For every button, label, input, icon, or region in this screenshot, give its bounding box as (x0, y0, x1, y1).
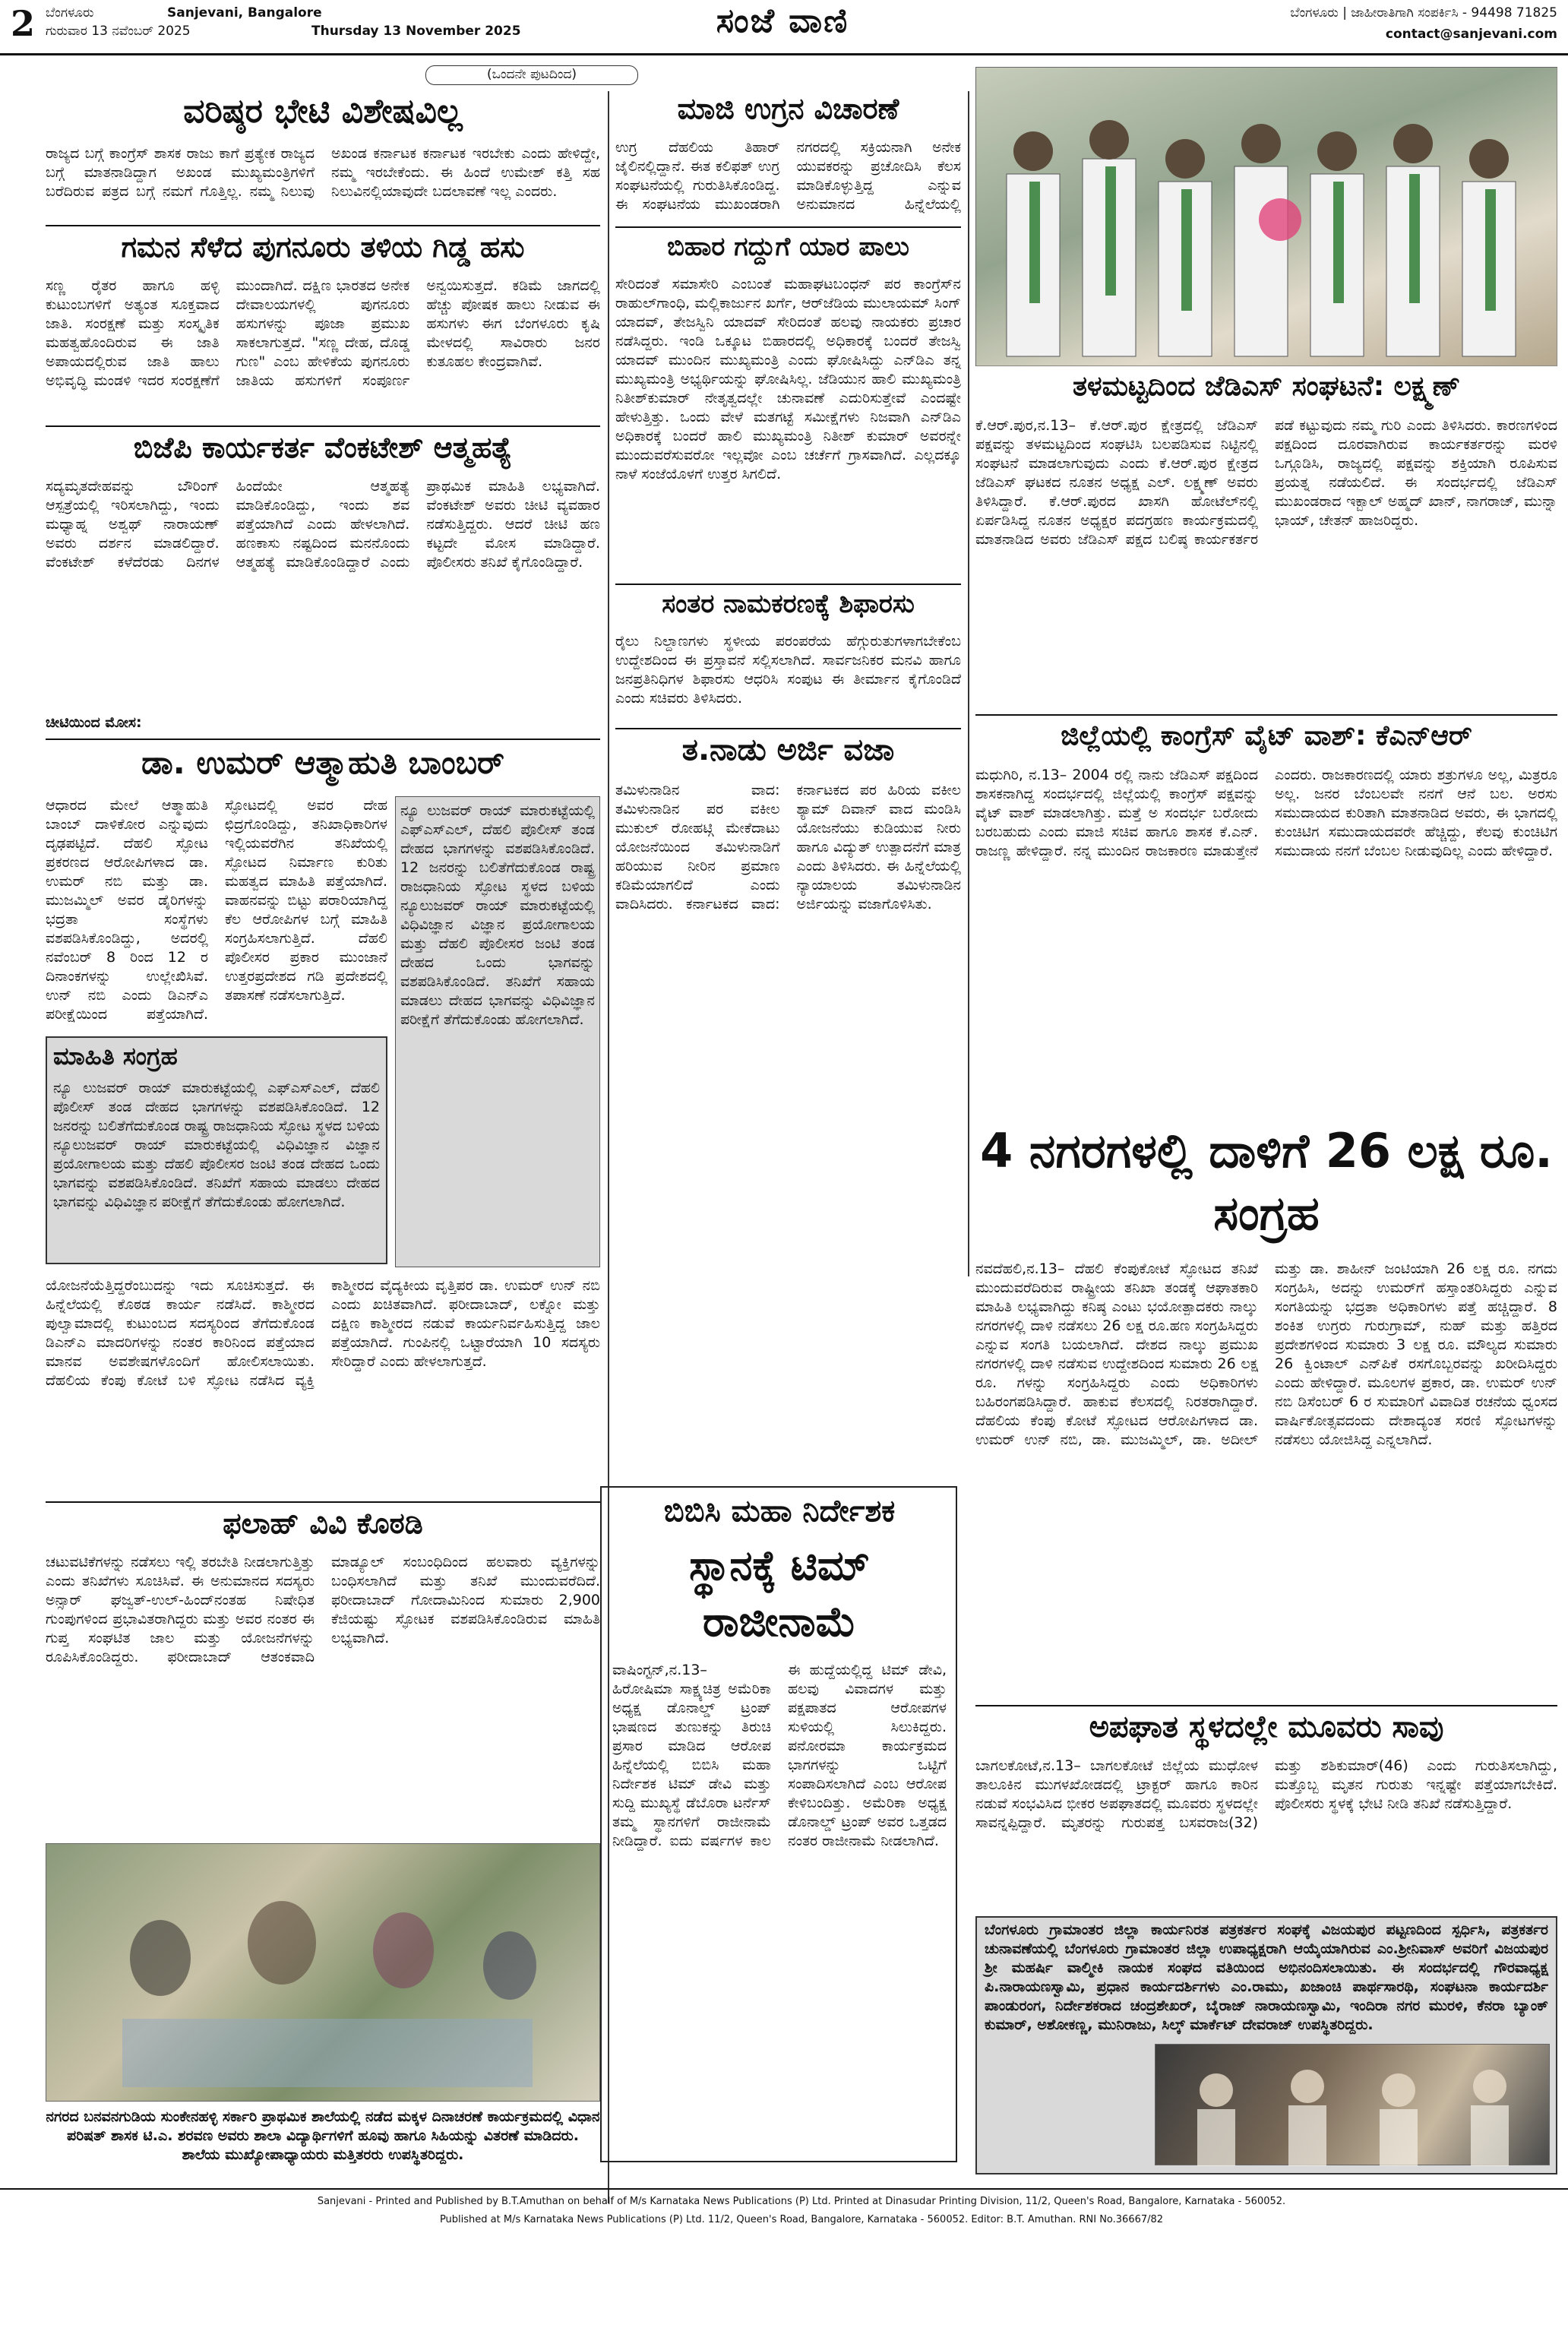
continued-label: (ಒಂದನೇ ಪುಟದಿಂದ) (425, 65, 638, 85)
headline-gamana: ಗಮನ ಸೆಳೆದ ಪುಗನೂರು ತಳಿಯ ಗಿಡ್ಡ ಹಸು (121, 230, 525, 264)
article-taluk: ಕೆ.ಆರ್.ಪುರ,ನ.13– ಕೆ.ಆರ್.ಪುರ ಕ್ಷೇತ್ರದಲ್ಲಿ ಜೆಡಿಎಸ್ ಪಕ್ಷವನ್ನು ತಳಮಟ್ಟದಿಂದ ಸಂಘಟಿಸಿ ಬಲಪಡಿಸುವ ನಿಟ್ಟಿನಲ್ಲಿ ಸಂಘಟನೆ ಮಾಡಲಾಗುವುದು ಎಂದು ಕೆ.ಆರ್.ಪುರ ಕ್ಷೇತ್ರದ ಜೆಡಿಎಸ್ ಘಟಕದ ನೂತನ ಅಧ್ಯಕ್ಷ ಎಲ್. ಲಕ್ಷ್ಮಣ್ ಅವರು ತಿಳಿಸಿದ್ದಾರೆ. ಕೆ.ಆರ್.ಪುರದ ಖಾಸಗಿ ಹೋಟೆಲ್‌ನಲ್ಲಿ ಏರ್ಪಡಿಸಿದ್ದ ನೂತನ ಅಧ್ಯಕ್ಷರ ಪದಗ್ರಹಣ ಕಾರ್ಯಕ್ರಮದಲ್ಲಿ ಮಾತನಾಡಿದ ಅವರು ಜೆಡಿಎಸ್ ಪಕ್ಷದ ಬಲಿಷ್ಠ ಕಾರ್ಯಕರ್ತರ ಪಡೆ ಕಟ್ಟುವುದು ನಮ್ಮ ಗುರಿ ಎಂದು ತಿಳಿಸಿದರು. ಕಾರಣಗಳಿಂದ ಪಕ್ಷದಿಂದ ದೂರವಾಗಿರುವ ಕಾರ್ಯಕರ್ತರನ್ನು ಮರಳಿ ಒಗ್ಗೂಡಿಸಿ, ರಾಜ್ಯದಲ್ಲಿ ಪಕ್ಷವನ್ನು ಶಕ್ತಿಯಾಗಿ ರೂಪಿಸುವ ಪ್ರಯತ್ನ ನಡೆಯಲಿದೆ. ಈ ಸಂದರ್ಭದಲ್ಲಿ ಜೆಡಿಎಸ್ ಮುಖಂಡರಾದ ಇಕ್ಬಾಲ್ ಅಹ್ಮದ್ ಖಾನ್, ನಾಗರಾಜ್, ಮುನ್ನಾ ಭಾಯ್, ಚೇತನ್ ಹಾಜರಿದ್ದರು. (975, 417, 1557, 548)
headline-bbc-line1: ಬಿಬಿಸಿ ಮಹಾ ನಿರ್ದೇಶಕ (663, 1494, 896, 1529)
divider (46, 225, 600, 226)
school-photo-caption: ನಗರದ ಬನವನಗುಡಿಯ ಸುಂಕೇನಹಳ್ಳಿ ಸರ್ಕಾರಿ ಪ್ರಾಥಮಿಕ ಶಾಲೆಯಲ್ಲಿ ನಡೆದ ಮಕ್ಕಳ ದಿನಾಚರಣೆ ಕಾರ್ಯಕ್ರಮದಲ್ಲಿ ವಿಧಾನ ಪರಿಷತ್ ಶಾಸಕ ಟಿ.ಎ. ಶರವಣ ಅವರು ಶಾಲಾ ವಿದ್ಯಾರ್ಥಿಗಳಿಗೆ ಹೂವು ಹಾಗೂ ಸಿಹಿಯನ್ನು ವಿತರಣೆ ಮಾಡಿದರು. ಶಾಲೆಯ ಮುಖ್ಯೋಪಾಧ್ಯಾಯರು ಮತ್ತಿತರರು ಉಪಸ್ಥಿತರಿದ್ದರು. (46, 2108, 600, 2163)
headline-apaghata: ಅಪಘಾತ ಸ್ಥಳದಲ್ಲೇ ಮೂವರು ಸಾವು (1089, 1710, 1444, 1744)
header-date-en: Thursday 13 November 2025 (311, 24, 521, 39)
divider (975, 714, 1557, 716)
info-box-title: ಮಾಹಿತಿ ಸಂಗ್ರಹ (53, 1042, 178, 1071)
article-umar-top: ಆಧಾರದ ಮೇಲೆ ಆತ್ಮಾಹುತಿ ಬಾಂಬ್ ದಾಳಿಕೋರ ಎನ್ನುವುದು ದೃಢಪಟ್ಟಿದೆ. ದೆಹಲಿ ಸ್ಫೋಟ ಪ್ರಕರಣದ ಆರೋಪಿಗಳಾದ ಡಾ. ಉಮರ್ ನಬಿ ಮತ್ತು ಡಾ. ಮುಜಮ್ಮಿಲ್ ಅವರ ಡೈರಿಗಳನ್ನು ಭದ್ರತಾ ಸಂಸ್ಥೆಗಳು ವಶಪಡಿಸಿಕೊಂಡಿದ್ದು, ಅದರಲ್ಲಿ ನವೆಂಬರ್ 8 ರಿಂದ 12 ರ ದಿನಾಂಕಗಳನ್ನು ಉಲ್ಲೇಖಿಸಿವೆ. ಉನ್ ನಬಿ ಎಂದು ಡಿಎನ್‌ಎ ಪರೀಕ್ಷೆಯಿಂದ ಪತ್ತೆಯಾಗಿದೆ. ಸ್ಫೋಟದಲ್ಲಿ ಅವರ ದೇಹ ಛಿದ್ರಗೊಂಡಿದ್ದು, ತನಿಖಾಧಿಕಾರಿಗಳ ಇಲ್ಲಿಯವರೆಗಿನ ತನಿಖೆಯಲ್ಲಿ ಸ್ಫೋಟದ ನಿರ್ಮಾಣ ಕುರಿತು ಮಹತ್ವದ ಮಾಹಿತಿ ಪತ್ತೆಯಾಗಿದೆ. ವಾಹನವನ್ನು ಬಿಟ್ಟು ಪರಾರಿಯಾಗಿದ್ದ ಕೆಲ ಆರೋಪಿಗಳ ಬಗ್ಗೆ ಮಾಹಿತಿ ಸಂಗ್ರಹಿಸಲಾಗುತ್ತಿದೆ. ದೆಹಲಿ ಪೊಲೀಸರ ಪ್ರಕಾರ ಮುಂಜಾನೆ ಉತ್ತರಪ್ರದೇಶದ ಗಡಿ ಪ್ರದೇಶದಲ್ಲಿ ತಪಾಸಣೆ ನಡೆಸಲಾಗುತ್ತಿದೆ. (46, 797, 387, 1023)
divider (975, 1705, 1557, 1706)
header-rule (0, 53, 1568, 55)
headline-varishtara: ವರಿಷ್ಠರ ಭೇಟಿ ವಿಶೇಷವಿಲ್ಲ (183, 92, 463, 131)
headline-nagaragalu: 4 ನಗರಗಳಲ್ಲಿ ದಾಳಿಗೆ 26 ಲಕ್ಷ ರೂ. ಸಂಗ್ರಹ (980, 1123, 1553, 1241)
headline-bihar: ಬಿಹಾರ ಗದ್ದುಗೆ ಯಾರ ಪಾಲು (667, 232, 909, 262)
article-maji: ಉಗ್ರ ದೆಹಲಿಯ ತಿಹಾರ್ ಜೈಲಿನಲ್ಲಿದ್ದಾನೆ. ಈತ ಕಲಿಫತ್ ಉಗ್ರ ಸಂಘಟನೆಯಲ್ಲಿ ಗುರುತಿಸಿಕೊಂಡಿದ್ದ. ಈ ಸಂಘಟನೆಯ ಮುಖಂಡರಾಗಿ ನಗರದಲ್ಲಿ ಸಕ್ರಿಯನಾಗಿ ಅನೇಕ ಯುವಕರನ್ನು ಪ್ರಚೋದಿಸಿ ಕೆಲಸ ಮಾಡಿಕೊಳ್ಳುತ್ತಿದ್ದ ಎನ್ನುವ ಅನುಮಾನದ ಹಿನ್ನೆಲೆಯಲ್ಲಿ (615, 139, 961, 213)
header-date-kn: ಗುರುವಾರ 13 ನವೆಂಬರ್ 2025 (46, 24, 191, 39)
footer-rule (0, 2188, 1568, 2190)
article-bbc: ವಾಷಿಂಗ್ಟನ್,ನ.13– ಹಿರೋಷಿಮಾ ಸಾಕ್ಷ್ಯಚಿತ್ರ ಅಮೆರಿಕಾ ಅಧ್ಯಕ್ಷ ಡೊನಾಲ್ಡ್ ಟ್ರಂಪ್ ಭಾಷಣದ ತುಣುಕನ್ನು ತಿರುಚಿ ಪ್ರಸಾರ ಮಾಡಿದ ಆರೋಪ ಹಿನ್ನೆಲೆಯಲ್ಲಿ ಬಿಬಿಸಿ ಮಹಾ ನಿರ್ದೇಶಕ ಟಿಮ್ ಡೇವಿ ಮತ್ತು ಸುದ್ದಿ ಮುಖ್ಯಸ್ಥೆ ಡೆಬೊರಾ ಟರ್ನೆಸ್ ತಮ್ಮ ಸ್ಥಾನಗಳಿಗೆ ರಾಜೀನಾಮೆ ನೀಡಿದ್ದಾರೆ. ಐದು ವರ್ಷಗಳ ಕಾಲ ಈ ಹುದ್ದೆಯಲ್ಲಿದ್ದ ಟಿಮ್ ಡೇವಿ, ಹಲವು ವಿವಾದಗಳ ಮತ್ತು ಪಕ್ಷಪಾತದ ಆರೋಪಗಳ ಸುಳಿಯಲ್ಲಿ ಸಿಲುಕಿದ್ದರು. ಪನೋರಮಾ ಕಾರ್ಯಕ್ರಮದ ಭಾಗಗಳನ್ನು ಒಟ್ಟಿಗೆ ಸಂಪಾದಿಸಲಾಗಿದೆ ಎಂಬ ಆರೋಪ ಕೇಳಿಬಂದಿತ್ತು. ಅಮೆರಿಕಾ ಅಧ್ಯಕ್ಷ ಡೊನಾಲ್ಡ್ ಟ್ರಂಪ್ ಅವರ ಒತ್ತಡದ ನಂತರ ರಾಜೀನಾಮೆ ನೀಡಲಾಗಿದೆ. (612, 1662, 947, 1849)
article-nagaragalu: ನವದೆಹಲಿ,ನ.13– ದೆಹಲಿ ಕೆಂಪುಕೋಟೆ ಸ್ಫೋಟದ ತನಿಖೆ ಮುಂದುವರೆದಿರುವ ರಾಷ್ಟ್ರೀಯ ತನಿಖಾ ತಂಡಕ್ಕೆ ಆಘಾತಕಾರಿ ಮಾಹಿತಿ ಲಭ್ಯವಾಗಿದ್ದು ಕನಿಷ್ಠ ಎಂಟು ಭಯೋತ್ಪಾದಕರು ನಾಲ್ಕು ನಗರಗಳಲ್ಲಿ ದಾಳಿ ನಡೆಸಲು 26 ಲಕ್ಷ ರೂ.ಹಣ ಸಂಗ್ರಹಿಸಿದ್ದರು ಎನ್ನುವ ಸಂಗತಿ ಬಯಲಾಗಿದೆ. ದೇಶದ ನಾಲ್ಕು ಪ್ರಮುಖ ನಗರಗಳಲ್ಲಿ ದಾಳಿ ನಡೆಸುವ ಉದ್ದೇಶದಿಂದ ಸುಮಾರು 26 ಲಕ್ಷ ರೂ. ಗಳನ್ನು ಸಂಗ್ರಹಿಸಿದ್ದರು ಎಂದು ಅಧಿಕಾರಿಗಳು ಬಹಿರಂಗಪಡಿಸಿದ್ದಾರೆ. ಹಾಕುವ ಕೆಲಸದಲ್ಲಿ ನಿರತರಾಗಿದ್ದಾರೆ. ದೆಹಲಿಯ ಕೆಂಪು ಕೋಟೆ ಸ್ಫೋಟದ ಆರೋಪಿಗಳಾದ ಡಾ. ಉಮರ್ ಉನ್ ನಬಿ, ಡಾ. ಮುಜಮ್ಮಿಲ್, ಡಾ. ಅದೀಲ್ ಮತ್ತು ಡಾ. ಶಾಹೀನ್ ಜಂಟಿಯಾಗಿ 26 ಲಕ್ಷ ರೂ. ನಗದು ಸಂಗ್ರಹಿಸಿ, ಅದನ್ನು ಉಮರ್‌ಗೆ ಹಸ್ತಾಂತರಿಸಿದ್ದರು ಎನ್ನುವ ಸಂಗತಿಯನ್ನು ಭದ್ರತಾ ಅಧಿಕಾರಿಗಳು ಪತ್ತೆ ಹಚ್ಚಿದ್ದಾರೆ. 8 ಶಂಕಿತ ಉಗ್ರರು ಗುರುಗ್ರಾಮ್, ನುಹ್ ಮತ್ತು ಹತ್ತಿರದ ಪ್ರದೇಶಗಳಿಂದ ಸುಮಾರು 3 ಲಕ್ಷ ರೂ. ಮೌಲ್ಯದ ಸುಮಾರು 26 ಕ್ವಿಂಟಾಲ್ ಎನ್‌ಪಿಕೆ ರಸಗೊಬ್ಬರವನ್ನು ಖರೀದಿಸಿದ್ದರು ಎಂದು ಹೇಳಿದ್ದಾರೆ. ಮೂಲಗಳ ಪ್ರಕಾರ, ಡಾ. ಉಮರ್ ಉನ್ ನಬಿ ಡಿಸೆಂಬರ್ 6 ರ ಸುಮಾರಿಗೆ ವಿವಾದಿತ ರಚನೆಯ ಧ್ವಂಸದ ವಾರ್ಷಿಕೋತ್ಸವದಂದು ದೇಶಾದ್ಯಂತ ಸರಣಿ ಸ್ಫೋಟಗಳನ್ನು ನಡೆಸಲು ಯೋಜಿಸಿದ್ದ ಎನ್ನಲಾಗಿದೆ. (975, 1260, 1557, 1448)
article-jille: ಮಧುಗಿರಿ, ನ.13– 2004 ರಲ್ಲಿ ನಾನು ಜೆಡಿಎಸ್ ಪಕ್ಷದಿಂದ ಶಾಸಕನಾಗಿದ್ದ ಸಂದರ್ಭದಲ್ಲಿ ಜಿಲ್ಲೆಯಲ್ಲಿ ಕಾಂಗ್ರೆಸ್ ಪಕ್ಷವನ್ನು ವೈಟ್ ವಾಶ್ ಮಾಡಲಾಗಿತ್ತು. ಮತ್ತೆ ಅ ಸಂದರ್ಭ ಬರೋದು ಬರಬಹುದು ಎಂದು ಮಾಜಿ ಸಚಿವ ಹಾಗೂ ಶಾಸಕ ಕೆ.ಎನ್. ರಾಜಣ್ಣ ಹೇಳಿದ್ದಾರೆ. ನನ್ನ ಮುಂದಿನ ರಾಜಕಾರಣ ಮಾಡುತ್ತೇನೆ ಎಂದರು. ರಾಜಕಾರಣದಲ್ಲಿ ಯಾರು ಶತ್ರುಗಳೂ ಅಲ್ಲ, ಮಿತ್ರರೂ ಅಲ್ಲ. ಜನರ ಬೆಂಬಲವೇ ನನಗೆ ಆನೆ ಬಲ. ಅರಸು ಸಮುದಾಯದ ಕುರಿತಾಗಿ ಮಾತನಾಡಿದ ಅವರು, ಈ ಭಾಗದಲ್ಲಿ ಕುಂಚಿಟಿಗ ಸಮುದಾಯದವರೇ ಹೆಚ್ಚಿದ್ದು, ಕೆಲವು ಕುಂಚಿಟಿಗ ಸಮುದಾಯ ನನಗೆ ಬೆಂಬಲ ನೀಡುವುದಿಲ್ಲ ಎಂದು ಹೇಳಿದ್ದಾರೆ. (975, 767, 1557, 859)
article-gamana: ಸಣ್ಣ ರೈತರ ಹಾಗೂ ಹಳ್ಳಿ ಕುಟುಂಬಗಳಿಗೆ ಅತ್ಯಂತ ಸೂಕ್ತವಾದ ಜಾತಿ. ಸಂರಕ್ಷಣೆ ಮತ್ತು ಸಂಸ್ಕೃತಿಕ ಮಹತ್ವಹೊಂದಿರುವ ಈ ಜಾತಿ ಅಪಾಯದಲ್ಲಿರುವ ಜಾತಿ ಹಾಲು ಅಭಿವೃದ್ಧಿ ಮಂಡಳಿ ಇದರ ಸಂರಕ್ಷಣೆಗೆ ಮುಂದಾಗಿದೆ. ದಕ್ಷಿಣ ಭಾರತದ ಅನೇಕ ದೇವಾಲಯಗಳಲ್ಲಿ ಪುಗನೂರು ಹಸುಗಳನ್ನು ಪೂಜಾ ಪ್ರಮುಖ ಸಾಕಲಾಗುತ್ತದೆ. "ಸಣ್ಣ ದೇಹ, ದೊಡ್ಡ ಗುಣ" ಎಂಬ ಹೇಳಿಕೆಯ ಪುಗನೂರು ಜಾತಿಯ ಹಸುಗಳಿಗೆ ಸಂಪೂರ್ಣ ಅನ್ವಯಿಸುತ್ತದೆ. ಕಡಿಮೆ ಜಾಗದಲ್ಲಿ ಹೆಚ್ಚು ಪೋಷಕ ಹಾಲು ನೀಡುವ ಈ ಹಸುಗಳು ಈಗ ಬೆಂಗಳೂರು ಕೃಷಿ ಮೇಳದಲ್ಲಿ ಸಾವಿರಾರು ಜನರ ಕುತೂಹಲ ಕೇಂದ್ರವಾಗಿವೆ. (46, 277, 600, 389)
divider (46, 739, 600, 740)
header-ad-contact: ಬೆಂಗಳೂರು | ಜಾಹೀರಾತಿಗಾಗಿ ಸಂಪರ್ಕಿಸಿ - 94498 71825 (1290, 5, 1557, 21)
article-santara: ರೈಲು ನಿಲ್ದಾಣಗಳು ಸ್ಥಳೀಯ ಪರಂಪರೆಯ ಹೆಗ್ಗುರುತುಗಳಾಗಬೇಕೆಂಬ ಉದ್ದೇಶದಿಂದ ಈ ಪ್ರಸ್ತಾವನೆ ಸಲ್ಲಿಸಲಾಗಿದೆ. ಸಾರ್ವಜನಿಕರ ಮನವಿ ಹಾಗೂ ಜನಪ್ರತಿನಿಧಿಗಳ ಶಿಫಾರಸು ಆಧರಿಸಿ ಸಂಪುಟ ಈ ತೀರ್ಮಾನ ಕೈಗೊಂಡಿದೆ ಎಂದು ಸಚಿವರು ತಿಳಿಸಿದರು. (615, 633, 961, 707)
article-bihar: ಸೇರಿದಂತೆ ಸಮಾಸೇರಿ ಎಂಬಂತೆ ಮಹಾಘಟಬಂಧನ್ ಪರ ಕಾಂಗ್ರೆಸ್‌ನ ರಾಹುಲ್‌ಗಾಂಧಿ, ಮಲ್ಲಿಕಾರ್ಜುನ ಖರ್ಗೆ, ಆರ್‌ಜೆಡಿಯ ಮುಲಾಯಮ್ ಸಿಂಗ್ ಯಾದವ್, ತೇಜಸ್ವಿನಿ ಯಾದವ್ ಸೇರಿದಂತೆ ಹಲವು ನಾಯಕರು ಪ್ರಚಾರ ನಡೆಸಿದ್ದರು. ಇಂಡಿ ಒಕ್ಕೂಟ ಬಿಹಾರದಲ್ಲಿ ಅಧಿಕಾರಕ್ಕೆ ಬಂದರೆ ತೇಜಸ್ವಿ ಯಾದವ್ ಮುಂದಿನ ಮುಖ್ಯಮಂತ್ರಿ ಎಂದು ಘೋಷಿಸಿದ್ದು ಎನ್‌ಡಿಎ ತನ್ನ ಮುಖ್ಯಮಂತ್ರಿ ಅಭ್ಯರ್ಥಿಯನ್ನು ಘೋಷಿಸಿಲ್ಲ. ಜೆಡಿಯುನ ಹಾಲಿ ಮುಖ್ಯಮಂತ್ರಿ ನಿತೀಶ್‌ಕುಮಾರ್ ನೇತೃತ್ವದಲ್ಲೇ ಚುನಾವಣೆ ಎದುರಿಸುತ್ತೇವೆ ಎಂದಷ್ಟೇ ಹೇಳುತ್ತಿತ್ತು. ಒಂದು ವೇಳೆ ಮತಗಟ್ಟೆ ಸಮೀಕ್ಷೆಗಳು ನಿಜವಾಗಿ ಎನ್‌ಡಿಎ ಅಧಿಕಾರಕ್ಕೆ ಬಂದರೆ ಹಾಲಿ ಮುಖ್ಯಮಂತ್ರಿ ನಿತೀಶ್ ಕುಮಾರ್ ಅವರನ್ನೇ ಮುಂದುವರೆಸುವರೋ ಇಲ್ಲವೋ ಎಂಬ ಚರ್ಚೆಗೆ ಗ್ರಾಸವಾಗಿದೆ. ಎಲ್ಲದಕ್ಕೂ ನಾಳೆ ಸಂಜೆಯೊಳಗೆ ಉತ್ತರ ಸಿಗಲಿದೆ. (615, 276, 961, 482)
article-apaghata: ಬಾಗಲಕೋಟೆ,ನ.13– ಬಾಗಲಕೋಟೆ ಜಿಲ್ಲೆಯ ಮುಧೋಳ ತಾಲೂಕಿನ ಮುಗಳಖೋಡದಲ್ಲಿ ಟ್ರಾಕ್ಟರ್ ಹಾಗೂ ಕಾರಿನ ನಡುವೆ ಸಂಭವಿಸಿದ ಭೀಕರ ಅಪಘಾತದಲ್ಲಿ ಮೂವರು ಸ್ಥಳದಲ್ಲೇ ಸಾವನ್ನಪ್ಪಿದ್ದಾರೆ. ಮೃತರನ್ನು ಗುರುಪತ್ತ ಬಸವರಾಜ(32) ಮತ್ತು ಶಶಿಕುಮಾರ್(46) ಎಂದು ಗುರುತಿಸಲಾಗಿದ್ದು, ಮತ್ತೊಬ್ಬ ಮೃತನ ಗುರುತು ಇನ್ನಷ್ಟೇ ಪತ್ತೆಯಾಗಬೇಕಿದೆ. ಪೊಲೀಸರು ಸ್ಥಳಕ್ಕೆ ಭೇಟಿ ನೀಡಿ ತನಿಖೆ ನಡೆಸುತ್ತಿದ್ದಾರೆ. (975, 1757, 1557, 1831)
jds-photo-figures (976, 68, 1558, 367)
divider (615, 584, 961, 585)
article-varishtara: ರಾಜ್ಯದ ಬಗ್ಗೆ ಕಾಂಗ್ರೆಸ್ ಶಾಸಕ ರಾಜು ಕಾಗೆ ಪ್ರತ್ಯೇಕ ರಾಜ್ಯದ ಬಗ್ಗೆ ಮಾತನಾಡಿದ್ದಾಗ ಅಖಂಡ ಮುಖ್ಯಮಂತ್ರಿಗಳಿಗೆ ಬರೆದಿರುವ ಪತ್ರದ ಬಗ್ಗೆ ನಮಗೆ ಗೊತ್ತಿಲ್ಲ. ನಮ್ಮ ನಿಲುವು ಅಖಂಡ ಕರ್ನಾಟಕ ಕರ್ನಾಟಕ ಇರಬೇಕು ಎಂದು ಹೇಳಿದ್ದೇ, ನಮ್ಮ ಇರಬೇಕೆಂದು. ಈ ಹಿಂದೆ ಉಮೇಶ್ ಕತ್ತಿ ಸಹ ನಿಲುವಿನಲ್ಲಿಯಾವುದೇ ಬದಲಾವಣೆ ಇಲ್ಲ ಎಂದರು. (46, 145, 600, 200)
headline-bbc-line3: ರಾಜೀನಾಮೆ (702, 1598, 857, 1646)
footer-line-2: Published at M/s Karnataka News Publications (P) Ltd. 11/2, Queen's Road, Bangalore, Karnataka - 560052. Editor: B.T. Amuthan. RNI No.36667/82 (439, 2214, 1164, 2225)
page-number: 2 (11, 3, 36, 44)
headline-jille: ಜಿಲ್ಲೆಯಲ್ಲಿ ಕಾಂಗ್ರೆಸ್ ವೈಟ್ ವಾಶ್: ಕೆಎನ್‌ಆರ್ (1061, 720, 1472, 751)
article-falah: ಚಟುವಟಿಕೆಗಳನ್ನು ನಡೆಸಲು ಇಲ್ಲಿ ತರಬೇತಿ ನೀಡಲಾಗುತ್ತಿತ್ತು ಎಂದು ತನಿಖೆಗಳು ಸೂಚಿಸಿವೆ. ಈ ಅನುಮಾನದ ಸದಸ್ಯರು ಅನ್ಸಾರ್ ಘಜ್ವತ್-ಉಲ್-ಹಿಂದ್‌ನಂತಹ ನಿಷೇಧಿತ ಗುಂಪುಗಳಿಂದ ಪ್ರಭಾವಿತರಾಗಿದ್ದರು ಮತ್ತು ಅವರ ನಂತರ ಈ ಗುಪ್ತ ಸಂಘಟಿತ ಜಾಲ ಮತ್ತು ಯೋಜನೆಗಳನ್ನು ರೂಪಿಸಿಕೊಂಡಿದ್ದರು. ಫರೀದಾಬಾದ್ ಆತಂಕವಾದಿ ಮಾಡ್ಯೂಲ್ ಸಂಬಂಧಿದಿಂದ ಹಲವಾರು ವ್ಯಕ್ತಿಗಳನ್ನು ಬಂಧಿಸಲಾಗಿದೆ ಮತ್ತು ತನಿಖೆ ಮುಂದುವರೆದಿದೆ. ಫರೀದಾಬಾದ್ ಗೋದಾಮಿನಿಂದ ಸುಮಾರು 2,900 ಕೆಜಿಯಷ್ಟು ಸ್ಫೋಟಕ ವಶಪಡಿಸಿಕೊಂಡಿರುವ ಮಾಹಿತಿ ಲಭ್ಯವಾಗಿದೆ. (46, 1554, 600, 1665)
headline-maji: ಮಾಜಿ ಉಗ್ರನ ವಿಚಾರಣೆ (677, 92, 899, 125)
article-tanadu: ತಮಿಳುನಾಡಿನ ವಾದ: ತಮಿಳುನಾಡಿನ ಪರ ವಕೀಲ ಮುಕುಲ್ ರೋಹಟ್ಗಿ ಮೇಕೆದಾಟು ಯೋಜನೆಯಿಂದ ತಮಿಳುನಾಡಿಗೆ ಹರಿಯುವ ನೀರಿನ ಪ್ರಮಾಣ ಕಡಿಮೆಯಾಗಲಿದೆ ಎಂದು ವಾದಿಸಿದರು. ಕರ್ನಾಟಕದ ವಾದ: ಕರ್ನಾಟಕದ ಪರ ಹಿರಿಯ ವಕೀಲ ಶ್ಯಾಮ್ ದಿವಾನ್ ವಾದ ಮಂಡಿಸಿ ಯೋಜನೆಯು ಕುಡಿಯುವ ನೀರು ಹಾಗೂ ವಿದ್ಯುತ್ ಉತ್ಪಾದನೆಗೆ ಮಾತ್ರ ಎಂದು ತಿಳಿಸಿದರು. ಈ ಹಿನ್ನೆಲೆಯಲ್ಲಿ ನ್ಯಾಯಾಲಯ ತಮಿಳುನಾಡಿನ ಅರ್ಜಿಯನ್ನು ವಜಾಗೊಳಿಸಿತು. (615, 782, 961, 912)
subhead-bjp: ಚೀಟಿಯಿಂದ ಮೋಸ: (46, 714, 142, 731)
headline-bjp: ಬಿಜೆಪಿ ಕಾರ್ಯಕರ್ತ ವೆಂಕಟೇಶ್ ಆತ್ಮಹತ್ಯೆ (133, 431, 513, 464)
headline-taluk: ತಳಮಟ್ಟದಿಂದ ಜೆಡಿಎಸ್ ಸಂಘಟನೆ: ಲಕ್ಷ್ಮಣ್ (1072, 371, 1461, 402)
divider (615, 226, 961, 228)
journalists-photo-figures (1155, 2045, 1551, 2166)
header-city: ಬೆಂಗಳೂರು (46, 5, 94, 21)
article-umar-lower: ಯೋಜನೆಯೆತ್ತಿದ್ದರೆಂಬುದನ್ನು ಇದು ಸೂಚಿಸುತ್ತದೆ. ಈ ಹಿನ್ನೆಲೆಯಲ್ಲಿ ಕೊಠಡ ಕಾರ್ಯ ನಡೆಸಿದೆ. ಕಾಶ್ಮೀರದ ಪುಲ್ವಾಮಾದಲ್ಲಿ ಕುಟುಂಬದ ಸದಸ್ಯರಿಂದ ತೆಗೆದುಕೊಂಡ ಡಿಎನ್‌ಎ ಮಾದರಿಗಳನ್ನು ನಂತರ ಕಾರಿನಿಂದ ಪತ್ತೆಯಾದ ಮಾನವ ಅವಶೇಷಗಳೊಂದಿಗೆ ಹೋಲಿಸಲಾಯಿತು. ದೆಹಲಿಯ ಕೆಂಪು ಕೋಟೆ ಬಳಿ ಸ್ಫೋಟ ನಡೆಸಿದ ವ್ಯಕ್ತಿ ಕಾಶ್ಮೀರದ ವೈದ್ಯಕೀಯ ವೃತ್ತಿಪರ ಡಾ. ಉಮರ್ ಉನ್ ನಬಿ ಎಂದು ಖಚಿತವಾಗಿದೆ. ಫರೀದಾಬಾದ್, ಲಕ್ನೋ ಮತ್ತು ದಕ್ಷಿಣ ಕಾಶ್ಮೀರದ ನಡುವೆ ಕಾರ್ಯನಿರ್ವಹಿಸುತ್ತಿದ್ದ ಜಾಲ ಪತ್ತೆಯಾಗಿದೆ. ಗುಂಪಿನಲ್ಲಿ ಒಟ್ಟಾರೆಯಾಗಿ 10 ಸದಸ್ಯರು ಸೇರಿದ್ದಾರೆ ಎಂದು ಹೇಳಲಾಗುತ್ತದೆ. (46, 1277, 600, 1389)
headline-falah: ಫಲಾಹ್ ವಿವಿ ಕೊಠಡಿ (223, 1507, 423, 1540)
journalists-caption: ಬೆಂಗಳೂರು ಗ್ರಾಮಾಂತರ ಜಿಲ್ಲಾ ಕಾರ್ಯನಿರತ ಪತ್ರಕರ್ತರ ಸಂಘಕ್ಕೆ ವಿಜಯಪುರ ಪಟ್ಟಣದಿಂದ ಸ್ಪರ್ಧಿಸಿ, ಪತ್ರಕರ್ತರ ಚುನಾವಣೆಯಲ್ಲಿ ಬೆಂಗಳೂರು ಗ್ರಾಮಾಂತರ ಜಿಲ್ಲಾ ಉಪಾಧ್ಯಕ್ಷರಾಗಿ ಆಯ್ಕೆಯಾಗಿರುವ ಎಂ.ಶ್ರೀನಿವಾಸ್ ಅವರಿಗೆ ವಿಜಯಪುರ ಶ್ರೀ ಮಹರ್ಷಿ ವಾಲ್ಮೀಕಿ ನಾಯಕ ಸಂಘದ ವತಿಯಿಂದ ಅಭಿನಂದಿಸಲಾಯಿತು. ಈ ಸಂದರ್ಭದಲ್ಲಿ ಗೌರವಾಧ್ಯಕ್ಷ ಪಿ.ನಾರಾಯಣಸ್ವಾಮಿ, ಪ್ರಧಾನ ಕಾರ್ಯದರ್ಶಿಗಳು ಎಂ.ರಾಮು, ಖಜಾಂಚಿ ಪಾರ್ಥಸಾರಥಿ, ಸಂಘಟನಾ ಕಾರ್ಯದರ್ಶಿ ಪಾಂಡುರಂಗ, ನಿರ್ದೇಶಕರಾದ ಚಂದ್ರಶೇಖರ್, ಬೈರಾಜ್ ನಾರಾಯಣಸ್ವಾಮಿ, ಇಂದಿರಾ ನಗರ ಮುರಳಿ, ಕೆನರಾ ಬ್ಯಾಂಕ್ ಕುಮಾರ್, ಅಶೋಕಣ್ಣ, ಮುನಿರಾಜು, ಸಿಲ್ಕ್ ಮಾರ್ಕೆಟ್ ದೇವರಾಜ್ ಉಪಸ್ಥಿತರಿದ್ದರು. (985, 1921, 1548, 2033)
info-box-body: ನ್ಯೂ ಲುಜವರ್ ರಾಯ್ ಮಾರುಕಟ್ಟೆಯಲ್ಲಿ ಎಫ್‌ಎಸ್‌ಎಲ್, ದೆಹಲಿ ಪೊಲೀಸ್ ತಂಡ ದೇಹದ ಭಾಗಗಳನ್ನು ವಶಪಡಿಸಿಕೊಂಡಿದೆ. 12 ಜನರನ್ನು ಬಲಿತೆಗೆದುಕೊಂಡ ರಾಷ್ಟ್ರ ರಾಜಧಾನಿಯ ಸ್ಫೋಟ ಸ್ಥಳದ ಬಳಿಯ ನ್ಯೂಲುಜವರ್ ರಾಯ್ ಮಾರುಕಟ್ಟೆಯಲ್ಲಿ ವಿಧಿವಿಜ್ಞಾನ ವಿಜ್ಞಾನ ಪ್ರಯೋಗಾಲಯ ಮತ್ತು ದೆಹಲಿ ಪೊಲೀಸರ ಜಂಟಿ ತಂಡ ದೇಹದ ಒಂದು ಭಾಗವನ್ನು ವಶಪಡಿಸಿಕೊಂಡಿದೆ. ತನಿಖೆಗೆ ಸಹಾಯ ಮಾಡಲು ದೇಹದ ಭಾಗವನ್ನು ವಿಧಿವಿಜ್ಞಾನ ಪರೀಕ್ಷೆಗೆ ತೆಗೆದುಕೊಂಡು ಹೋಗಲಾಗಿದೆ. (53, 1080, 380, 1210)
headline-bbc-line2: ಸ್ಥಾನಕ್ಕೆ ಟಿಮ್ (689, 1542, 870, 1589)
article-umar-side: ನ್ಯೂ ಲುಜವರ್ ರಾಯ್ ಮಾರುಕಟ್ಟೆಯಲ್ಲಿ ಎಫ್‌ಎಸ್‌ಎಲ್, ದೆಹಲಿ ಪೊಲೀಸ್ ತಂಡ ದೇಹದ ಭಾಗಗಳನ್ನು ವಶಪಡಿಸಿಕೊಂಡಿದೆ. 12 ಜನರನ್ನು ಬಲಿತೆಗೆದುಕೊಂಡ ರಾಷ್ಟ್ರ ರಾಜಧಾನಿಯ ಸ್ಫೋಟ ಸ್ಥಳದ ಬಳಿಯ ನ್ಯೂಲುಜವರ್ ರಾಯ್ ಮಾರುಕಟ್ಟೆಯಲ್ಲಿ ವಿಧಿವಿಜ್ಞಾನ ವಿಜ್ಞಾನ ಪ್ರಯೋಗಾಲಯ ಮತ್ತು ದೆಹಲಿ ಪೊಲೀಸರ ಜಂಟಿ ತಂಡ ದೇಹದ ಒಂದು ಭಾಗವನ್ನು ವಶಪಡಿಸಿಕೊಂಡಿದೆ. ತನಿಖೆಗೆ ಸಹಾಯ ಮಾಡಲು ದೇಹದ ಭಾಗವನ್ನು ವಿಧಿವಿಜ್ಞಾನ ಪರೀಕ್ಷೆಗೆ ತೆಗೆದುಕೊಂಡು ಹೋಗಲಾಗಿದೆ. (395, 796, 600, 1267)
divider (46, 1501, 600, 1503)
journalists-photo (1155, 2044, 1550, 2165)
article-bjp: ಸದ್ಯಮೃತದೇಹವನ್ನು ಬೌರಿಂಗ್ ಆಸ್ಪತ್ರೆಯಲ್ಲಿ ಇರಿಸಲಾಗಿದ್ದು, ಇಂದು ಮಧ್ಯಾಹ್ನ ಅಶ್ವಥ್ ನಾರಾಯಣ್ ಅವರು ದರ್ಶನ ಮಾಡಲಿದ್ದಾರೆ. ವೆಂಕಟೇಶ್ ಕಳೆದೆರಡು ದಿನಗಳ ಹಿಂದೆಯೇ ಆತ್ಮಹತ್ಯೆ ಮಾಡಿಕೊಂಡಿದ್ದು, ಇಂದು ಶವ ಪತ್ತೆಯಾಗಿದೆ ಎಂದು ಹೇಳಲಾಗಿದೆ. ಹಣಕಾಸು ನಷ್ಟದಿಂದ ಮನನೊಂದು ಆತ್ಮಹತ್ಯೆ ಮಾಡಿಕೊಂಡಿದ್ದಾರೆ ಎಂದು ಪ್ರಾಥಮಿಕ ಮಾಹಿತಿ ಲಭ್ಯವಾಗಿದೆ. ವೆಂಕಟೇಶ್ ಅವರು ಚೀಟಿ ವ್ಯವಹಾರ ನಡೆಸುತ್ತಿದ್ದರು. ಆದರೆ ಚೀಟಿ ಹಣ ಕಟ್ಟದೇ ಮೋಸ ಮಾಡಿದ್ದಾರೆ. ಪೊಲೀಸರು ತನಿಖೆ ಕೈಗೊಂಡಿದ್ದಾರೆ. (46, 478, 600, 571)
header-publication: Sanjevani, Bangalore (167, 5, 322, 21)
divider (615, 728, 961, 729)
jds-event-photo (975, 67, 1557, 366)
divider (46, 425, 600, 427)
footer-line-1: Sanjevani - Printed and Published by B.T.Amuthan on behalf of M/s Karnataka News Publications (P) Ltd. Printed at Dinasudar Printing Division, 11/2, Queen's Road, Bangalore, Karnataka - 560052. (317, 2196, 1286, 2207)
headline-umar: ಡಾ. ಉಮರ್ ಆತ್ಮಾಹುತಿ ಬಾಂಬರ್ (141, 744, 504, 781)
headline-tanadu: ತ.ನಾಡು ಅರ್ಜಿ ವಜಾ (681, 732, 895, 767)
masthead-logo: ಸಂಜೆ ವಾಣಿ (716, 2, 849, 40)
headline-santara: ಸಂತರ ನಾಮಕರಣಕ್ಕೆ ಶಿಫಾರಸು (662, 589, 915, 619)
column-rule (968, 91, 969, 1276)
header-email[interactable]: contact@sanjevani.com (1385, 27, 1557, 42)
school-photo-figures (46, 1844, 601, 2102)
school-event-photo (46, 1843, 600, 2102)
